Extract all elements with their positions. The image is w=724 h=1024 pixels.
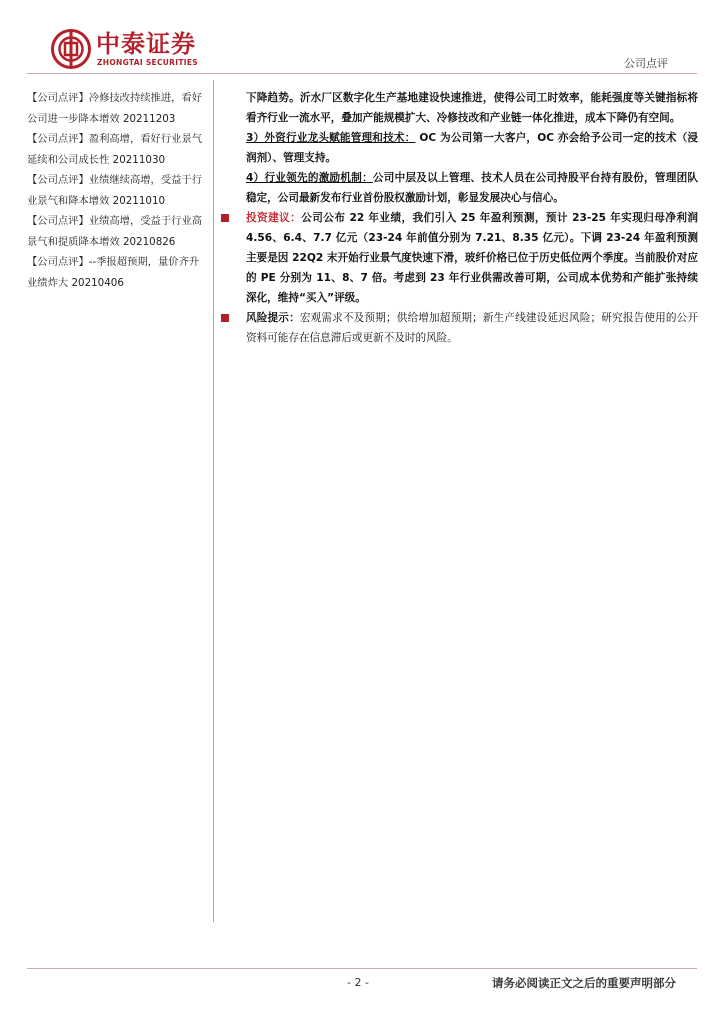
- report-type-label: 公司点评: [624, 57, 668, 70]
- company-logo: [51, 29, 221, 71]
- related-report-link[interactable]: 【公司点评】业绩继续高增，受益于行业景气和降本增效 20211010: [27, 174, 203, 207]
- risk-label: 风险提示：: [246, 312, 300, 324]
- square-bullet-icon: [221, 214, 229, 222]
- foreign-partner-heading: 3）外资行业龙头赋能管理和技术：: [246, 132, 416, 144]
- logo-chinese-name: 中泰证券: [96, 30, 196, 58]
- main-content: [246, 88, 698, 348]
- disclaimer-note: 请务必阅读正文之后的重要声明部分: [492, 976, 676, 990]
- related-reports-sidebar: [27, 88, 207, 293]
- foreign-partner-paragraph: [246, 128, 698, 168]
- footer-divider: [27, 968, 697, 969]
- risk-body: 宏观需求不及预期；供给增加超预期；新生产线建设延迟风险；研究报告使用的公开资料可能存在信息滞后或更新不及时的风险。: [246, 312, 699, 344]
- zhongtai-logo-icon: [51, 29, 91, 69]
- related-report-link[interactable]: 【公司点评】--季报超预期，量价齐升业绩炸大 20210406: [27, 256, 200, 289]
- cost-trend-paragraph: 下降趋势。沂水厂区数字化生产基地建设快速推进，使得公司工时效率，能耗强度等关键指标将看齐行业一流水平，叠加产能规模扩大、冷修技改和产业链一体化推进，成本下降仍有空间。: [246, 92, 698, 124]
- risk-paragraph: [246, 308, 698, 348]
- square-bullet-icon: [221, 314, 229, 322]
- incentive-heading: 4）行业领先的激励机制：: [246, 172, 373, 184]
- investment-advice-body: 公司公布 22 年业绩，我们引入 25 年盈利预测，预计 23-25 年实现归母净利润 4.56、6.4、7.7 亿元（23-24 年前值分别为 7.21、8.35 亿元）。下调 23-24 年盈利预测主要是因 22Q2 末开始行业景气度快速下滑，玻纤价格已位于历史低位两个季度。当前股价对应的 PE 分别为 11、8、7 倍。考虑到 23 年行业供需改善可期，公司成本优势和产能扩张持续深化，维持“买入”评级。: [246, 212, 699, 304]
- investment-advice-label: 投资建议：: [246, 212, 302, 224]
- incentive-body: 公司中层及以上管理、技术人员在公司持股平台持有股份，管理团队稳定，公司最新发布行业首份股权激励计划，彰显发展决心与信心。: [246, 172, 699, 204]
- incentive-paragraph: [246, 168, 698, 208]
- logo-english-name: ZHONGTAI SECURITIES: [97, 58, 198, 67]
- header-divider: [27, 73, 697, 74]
- related-report-link[interactable]: 【公司点评】盈利高增，看好行业景气延续和公司成长性 20211030: [27, 133, 203, 166]
- page-number: - 2 -: [347, 976, 369, 989]
- investment-advice-paragraph: [246, 208, 698, 308]
- foreign-partner-body: OC 为公司第一大客户，OC 亦会给予公司一定的技术（浸润剂）、管理支持。: [246, 132, 699, 164]
- related-report-link[interactable]: 【公司点评】业绩高增，受益于行业高景气和提质降本增效 20210826: [27, 215, 203, 248]
- related-report-link[interactable]: 【公司点评】冷修技改持续推进，看好公司进一步降本增效 20211203: [27, 92, 203, 125]
- column-divider: [213, 80, 214, 922]
